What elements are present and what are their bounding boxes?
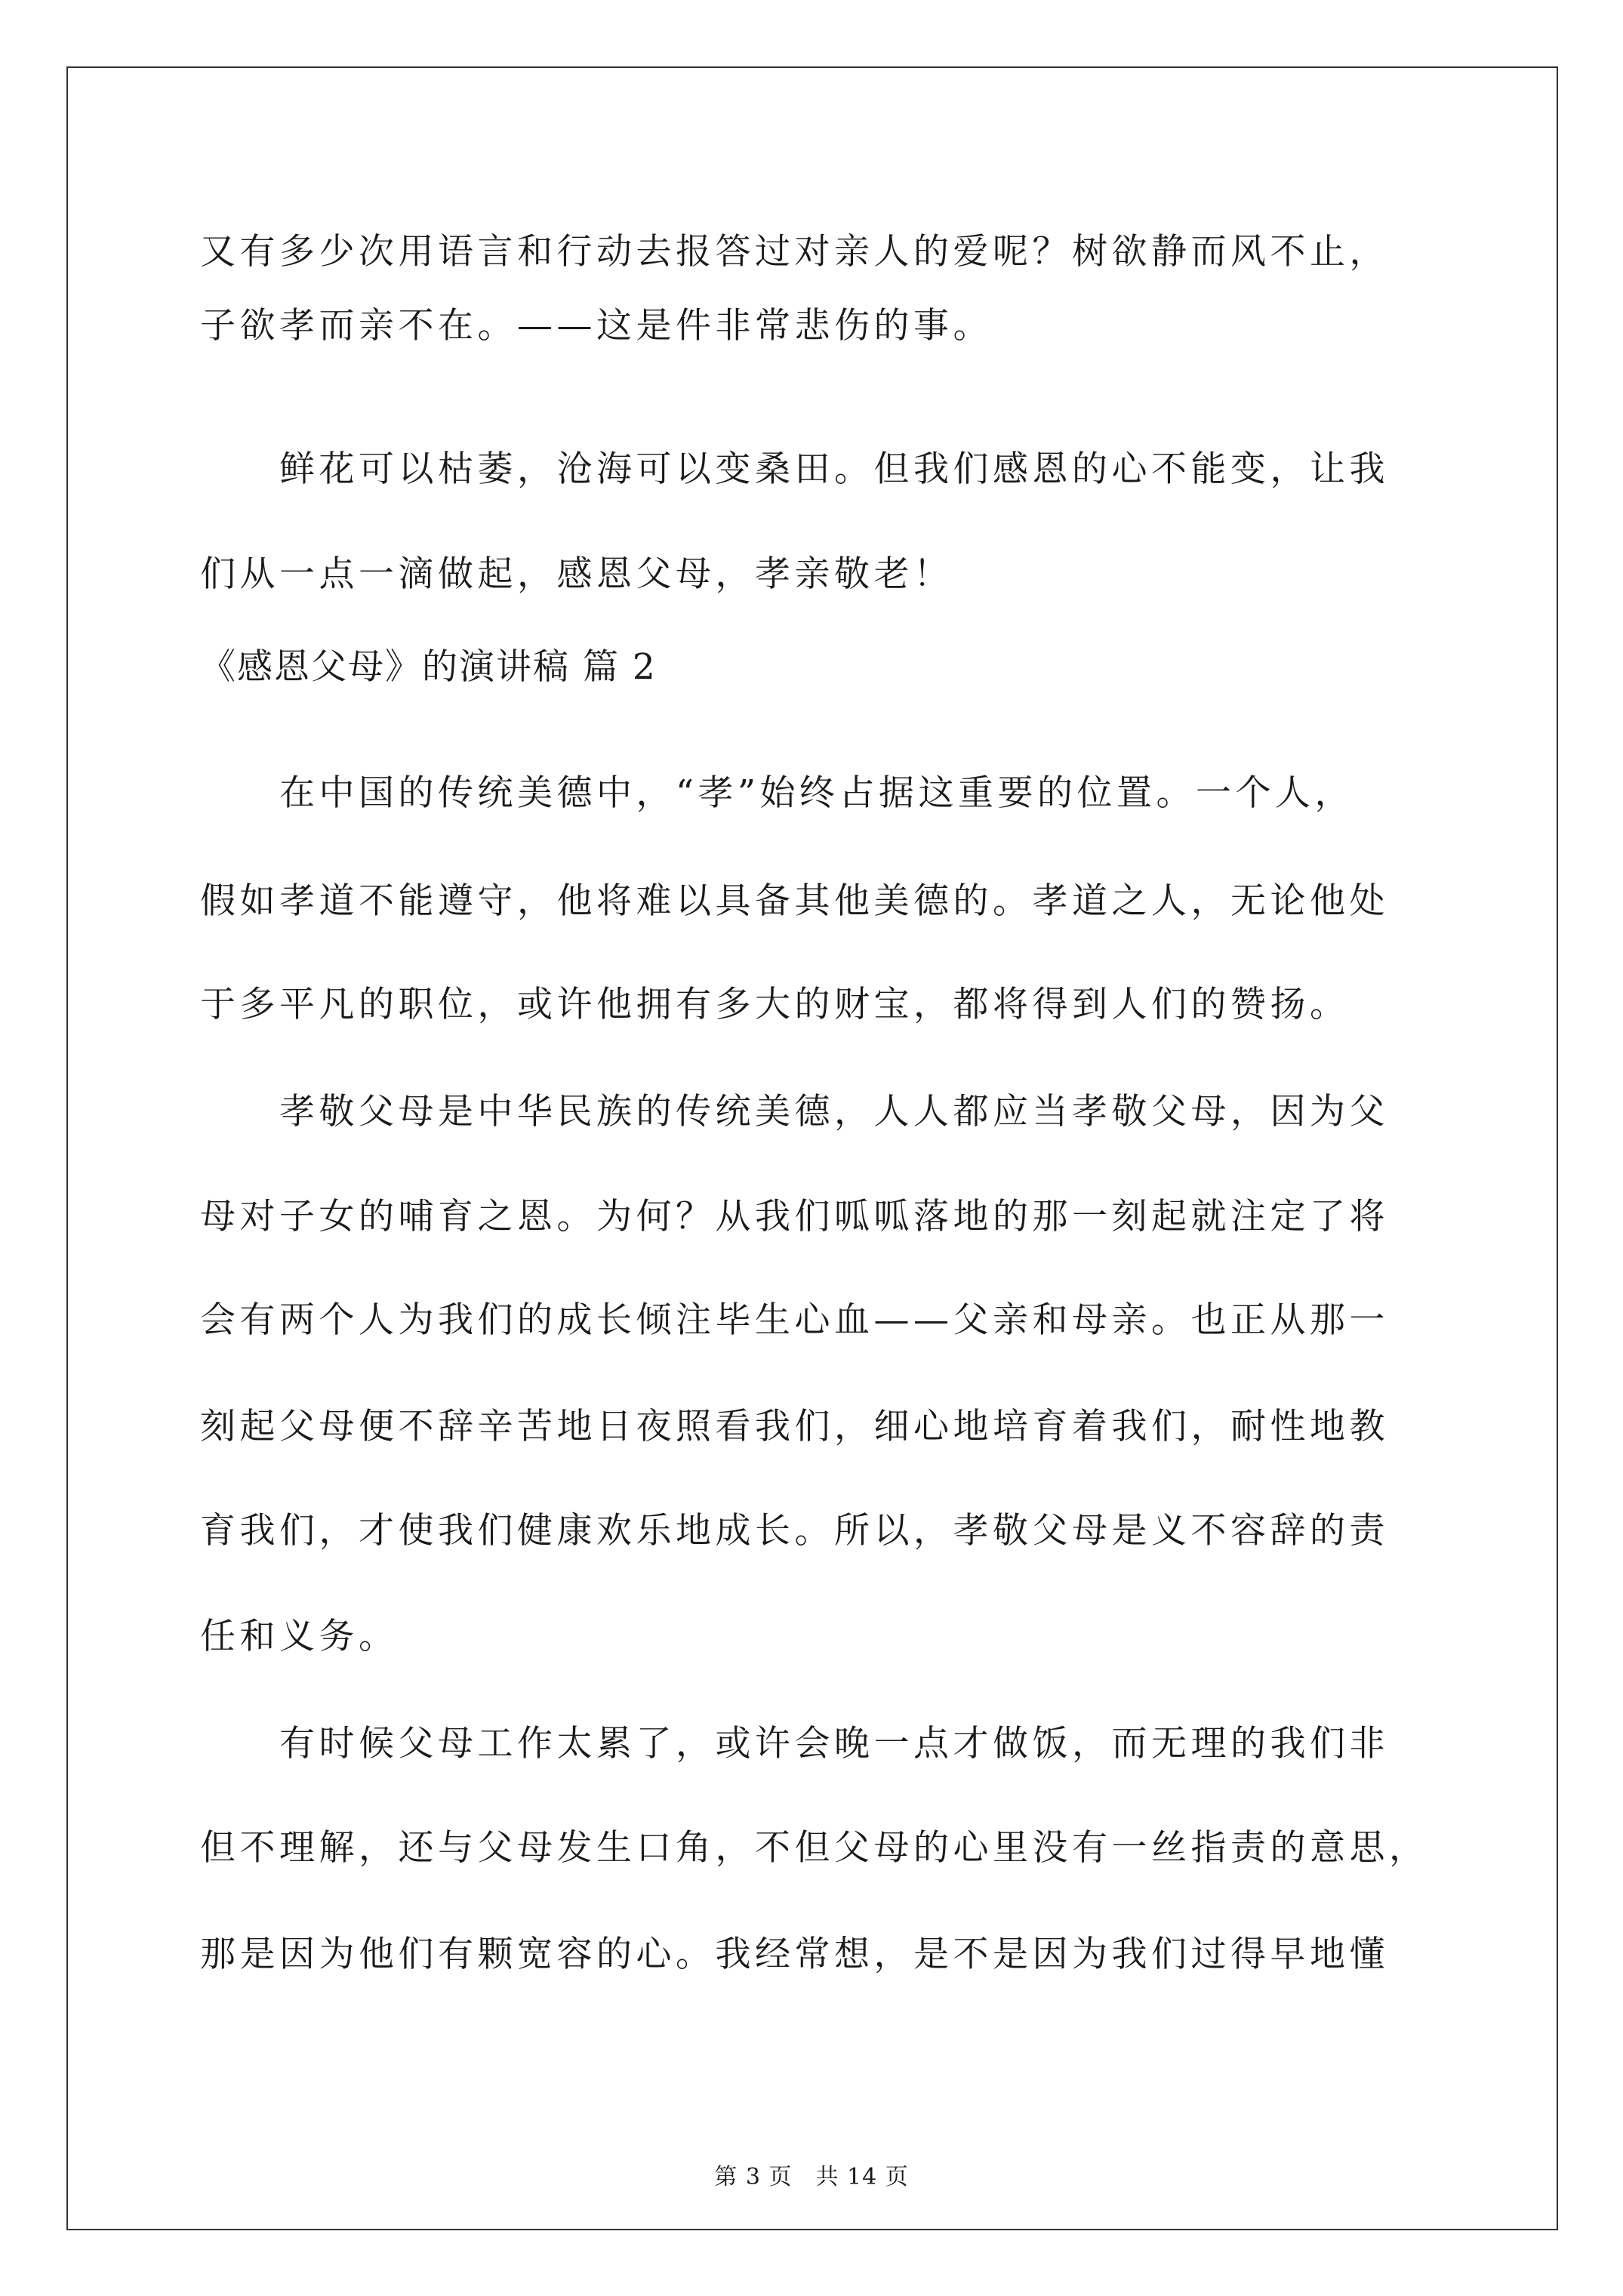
- text-line: 又有多少次用语言和行动去报答过对亲人的爱呢？树欲静而风不止，: [200, 231, 1389, 273]
- section-heading: 《感恩父母》的演讲稿 篇 2: [200, 646, 657, 688]
- text-line: 子欲孝而亲不在。——这是件非常悲伤的事。: [200, 305, 993, 347]
- text-line: 在中国的传统美德中，“孝”始终占据这重要的位置。一个人，: [279, 772, 1355, 814]
- text-line: 那是因为他们有颗宽容的心。我经常想，是不是因为我们过得早地懂: [200, 1934, 1389, 1975]
- text-line: 孝敬父母是中华民族的传统美德，人人都应当孝敬父母，因为父: [279, 1091, 1389, 1133]
- text-line: 但不理解，还与父母发生口角，不但父母的心里没有一丝指责的意思，: [200, 1827, 1429, 1869]
- text-line: 假如孝道不能遵守，他将难以具备其他美德的。孝道之人，无论他处: [200, 880, 1389, 922]
- text-line: 有时候父母工作太累了，或许会晚一点才做饭，而无理的我们非: [279, 1723, 1389, 1764]
- text-line: 于多平凡的职位，或许他拥有多大的财宝，都将得到人们的赞扬。: [200, 984, 1350, 1025]
- text-line: 会有两个人为我们的成长倾注毕生心血——父亲和母亲。也正从那一: [200, 1299, 1389, 1341]
- text-line: 鲜花可以枯萎，沧海可以变桑田。但我们感恩的心不能变，让我: [279, 448, 1389, 490]
- text-line: 们从一点一滴做起，感恩父母，孝亲敬老！: [200, 553, 953, 595]
- text-line: 任和义务。: [200, 1616, 399, 1657]
- text-line: 母对子女的哺育之恩。为何？从我们呱呱落地的那一刻起就注定了将: [200, 1196, 1389, 1237]
- page-footer: 第 3 页 共 14 页: [714, 2164, 909, 2190]
- text-line: 刻起父母便不辞辛苦地日夜照看我们，细心地培育着我们，耐性地教: [200, 1406, 1389, 1447]
- page-border: [66, 66, 1558, 2230]
- text-line: 育我们，才使我们健康欢乐地成长。所以，孝敬父母是义不容辞的责: [200, 1510, 1389, 1552]
